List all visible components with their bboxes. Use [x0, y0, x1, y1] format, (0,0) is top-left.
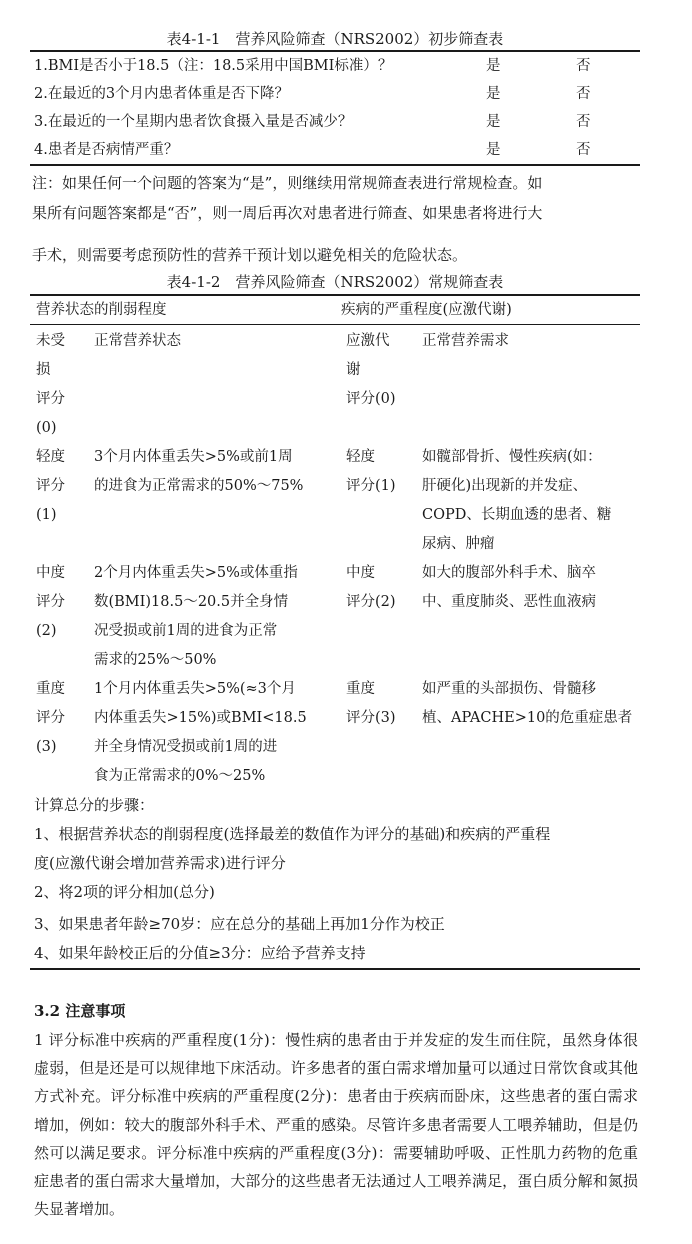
- step-1-line-b: 度(应激代谢会增加营养需求)进行评分: [34, 854, 286, 872]
- note-line: 注：如果任何一个问题的答案为“是”，则继续用常规筛查表进行常规检查。如: [32, 174, 543, 192]
- nutrition-desc-cell: 1个月内体重丢失>5%(≈3个月 内体重丢失>15%)或BMI<18.5 并全身情况受损或前1周的进 食为正常需求的0%～25%: [94, 681, 307, 784]
- nutrition-grade-cell: 中度 评分 (2): [36, 565, 65, 639]
- table-header-row: [30, 296, 640, 324]
- yes-cell: 是: [486, 114, 501, 130]
- table-row: [30, 443, 644, 559]
- disease-desc-cell: 如大的腹部外科手术、脑卒 中、重度肺炎、恶性血液病: [422, 565, 596, 610]
- step-4: 4、如果年龄校正后的分值≥3分：应给予营养支持: [34, 944, 366, 962]
- table-row: [30, 325, 644, 443]
- no-cell: 否: [576, 114, 591, 130]
- disease-grade-cell: 中度 评分(2): [346, 565, 396, 610]
- notes-section: [34, 998, 638, 1223]
- question-cell: 3.在最近的一个星期内患者饮食摄入量是否减少？: [34, 114, 353, 130]
- disease-grade-cell: 应激代 谢 评分(0): [346, 333, 396, 407]
- table1-note: [30, 168, 640, 270]
- table-row: [30, 52, 640, 80]
- section-body: 1 评分标准中疾病的严重程度(1分)：慢性病的患者由于并发症的发生而住院，虽然身体很虚弱，但是还是可以规律地下床活动。许多患者的蛋白需求增加量可以通过日常饮食或其他方式补充。评分标准中疾病的严重程度(2分)：患者由于疾病而卧床，这些患者的蛋白需求增加，例如：较大的腹部外科手术、严重的感染。尽管许多患者需要人工喂养辅助，但是仍然可以满足要求。评分标准中疾病的严重程度(3分)：需要辅助呼吸、正性肌力药物的危重症患者的蛋白需求大量增加，大部分的这些患者无法通过人工喂养满足，蛋白质分解和氮损失显著增加。: [34, 1031, 638, 1219]
- disease-grade-cell: 轻度 评分(1): [346, 449, 396, 494]
- nutrition-grade-cell: 重度 评分 (3): [36, 681, 65, 755]
- table1-title: 表4-1-1 营养风险筛查（NRS2002）初步筛查表: [166, 30, 504, 48]
- question-cell: 4.患者是否病情严重？: [34, 142, 179, 158]
- nutrition-desc-cell: 正常营养状态: [94, 333, 181, 349]
- disease-desc-cell: 正常营养需求: [422, 333, 509, 349]
- no-cell: 否: [576, 142, 591, 158]
- header-nutrition-status: 营养状态的削弱程度: [36, 302, 167, 318]
- disease-desc-cell: 如严重的头部损伤、骨髓移 植、APACHE>10的危重症患者: [422, 681, 633, 726]
- disease-grade-cell: 重度 评分(3): [346, 681, 396, 726]
- table-row: [30, 80, 640, 108]
- step-3: 3、如果患者年龄≥70岁：应在总分的基础上再加1分作为校正: [34, 915, 445, 933]
- score-steps: [30, 791, 640, 968]
- table-row: [30, 108, 640, 136]
- table2-bottom-rule: [30, 968, 640, 970]
- question-cell: 2.在最近的3个月内患者体重是否下降？: [34, 86, 290, 102]
- steps-title: 计算总分的步骤：: [34, 796, 155, 814]
- table-row: [30, 136, 640, 164]
- table2-routine-screening: [30, 296, 640, 324]
- question-cell: 1.BMI是否小于18.5（注：18.5采用中国BMI标准）？: [34, 58, 393, 74]
- table2-body: [30, 325, 644, 791]
- document-page: [30, 0, 640, 970]
- yes-cell: 是: [486, 58, 501, 74]
- nutrition-grade-cell: 轻度 评分 (1): [36, 449, 65, 523]
- disease-desc-cell: 如髋部骨折、慢性疾病(如： 肝硬化)出现新的并发症、 COPD、长期血透的患者、糖 尿病、肿瘤: [422, 449, 612, 552]
- no-cell: 否: [576, 58, 591, 74]
- yes-cell: 是: [486, 142, 501, 158]
- note-line: 果所有问题答案都是“否”，则一周后再次对患者进行筛查、如果患者将进行大: [32, 204, 543, 222]
- table1-initial-screening: [30, 52, 640, 164]
- note-line: 手术，则需要考虑预防性的营养干预计划以避免相关的危险状态。: [32, 246, 468, 264]
- section-heading: 3.2 注意事项: [34, 1002, 126, 1020]
- table1-bottom-rule: [30, 164, 640, 166]
- nutrition-desc-cell: 3个月内体重丢失>5%或前1周 的进食为正常需求的50%～75%: [94, 449, 304, 494]
- table2-title: 表4-1-2 营养风险筛查（NRS2002）常规筛查表: [166, 273, 504, 291]
- yes-cell: 是: [486, 86, 501, 102]
- header-disease-severity: 疾病的严重程度(应激代谢): [341, 302, 512, 318]
- step-2: 2、将2项的评分相加(总分): [34, 883, 215, 901]
- nutrition-desc-cell: 2个月内体重丢失>5%或体重指 数(BMI)18.5～20.5并全身情 况受损或前1周的进食为正常 需求的25%～50%: [94, 565, 298, 668]
- no-cell: 否: [576, 86, 591, 102]
- nutrition-grade-cell: 未受 损 评分 (0): [36, 333, 65, 436]
- step-1-line-a: 1、根据营养状态的削弱程度(选择最差的数值作为评分的基础)和疾病的严重程: [34, 825, 551, 843]
- table-row: [30, 559, 644, 675]
- table-row: [30, 675, 644, 791]
